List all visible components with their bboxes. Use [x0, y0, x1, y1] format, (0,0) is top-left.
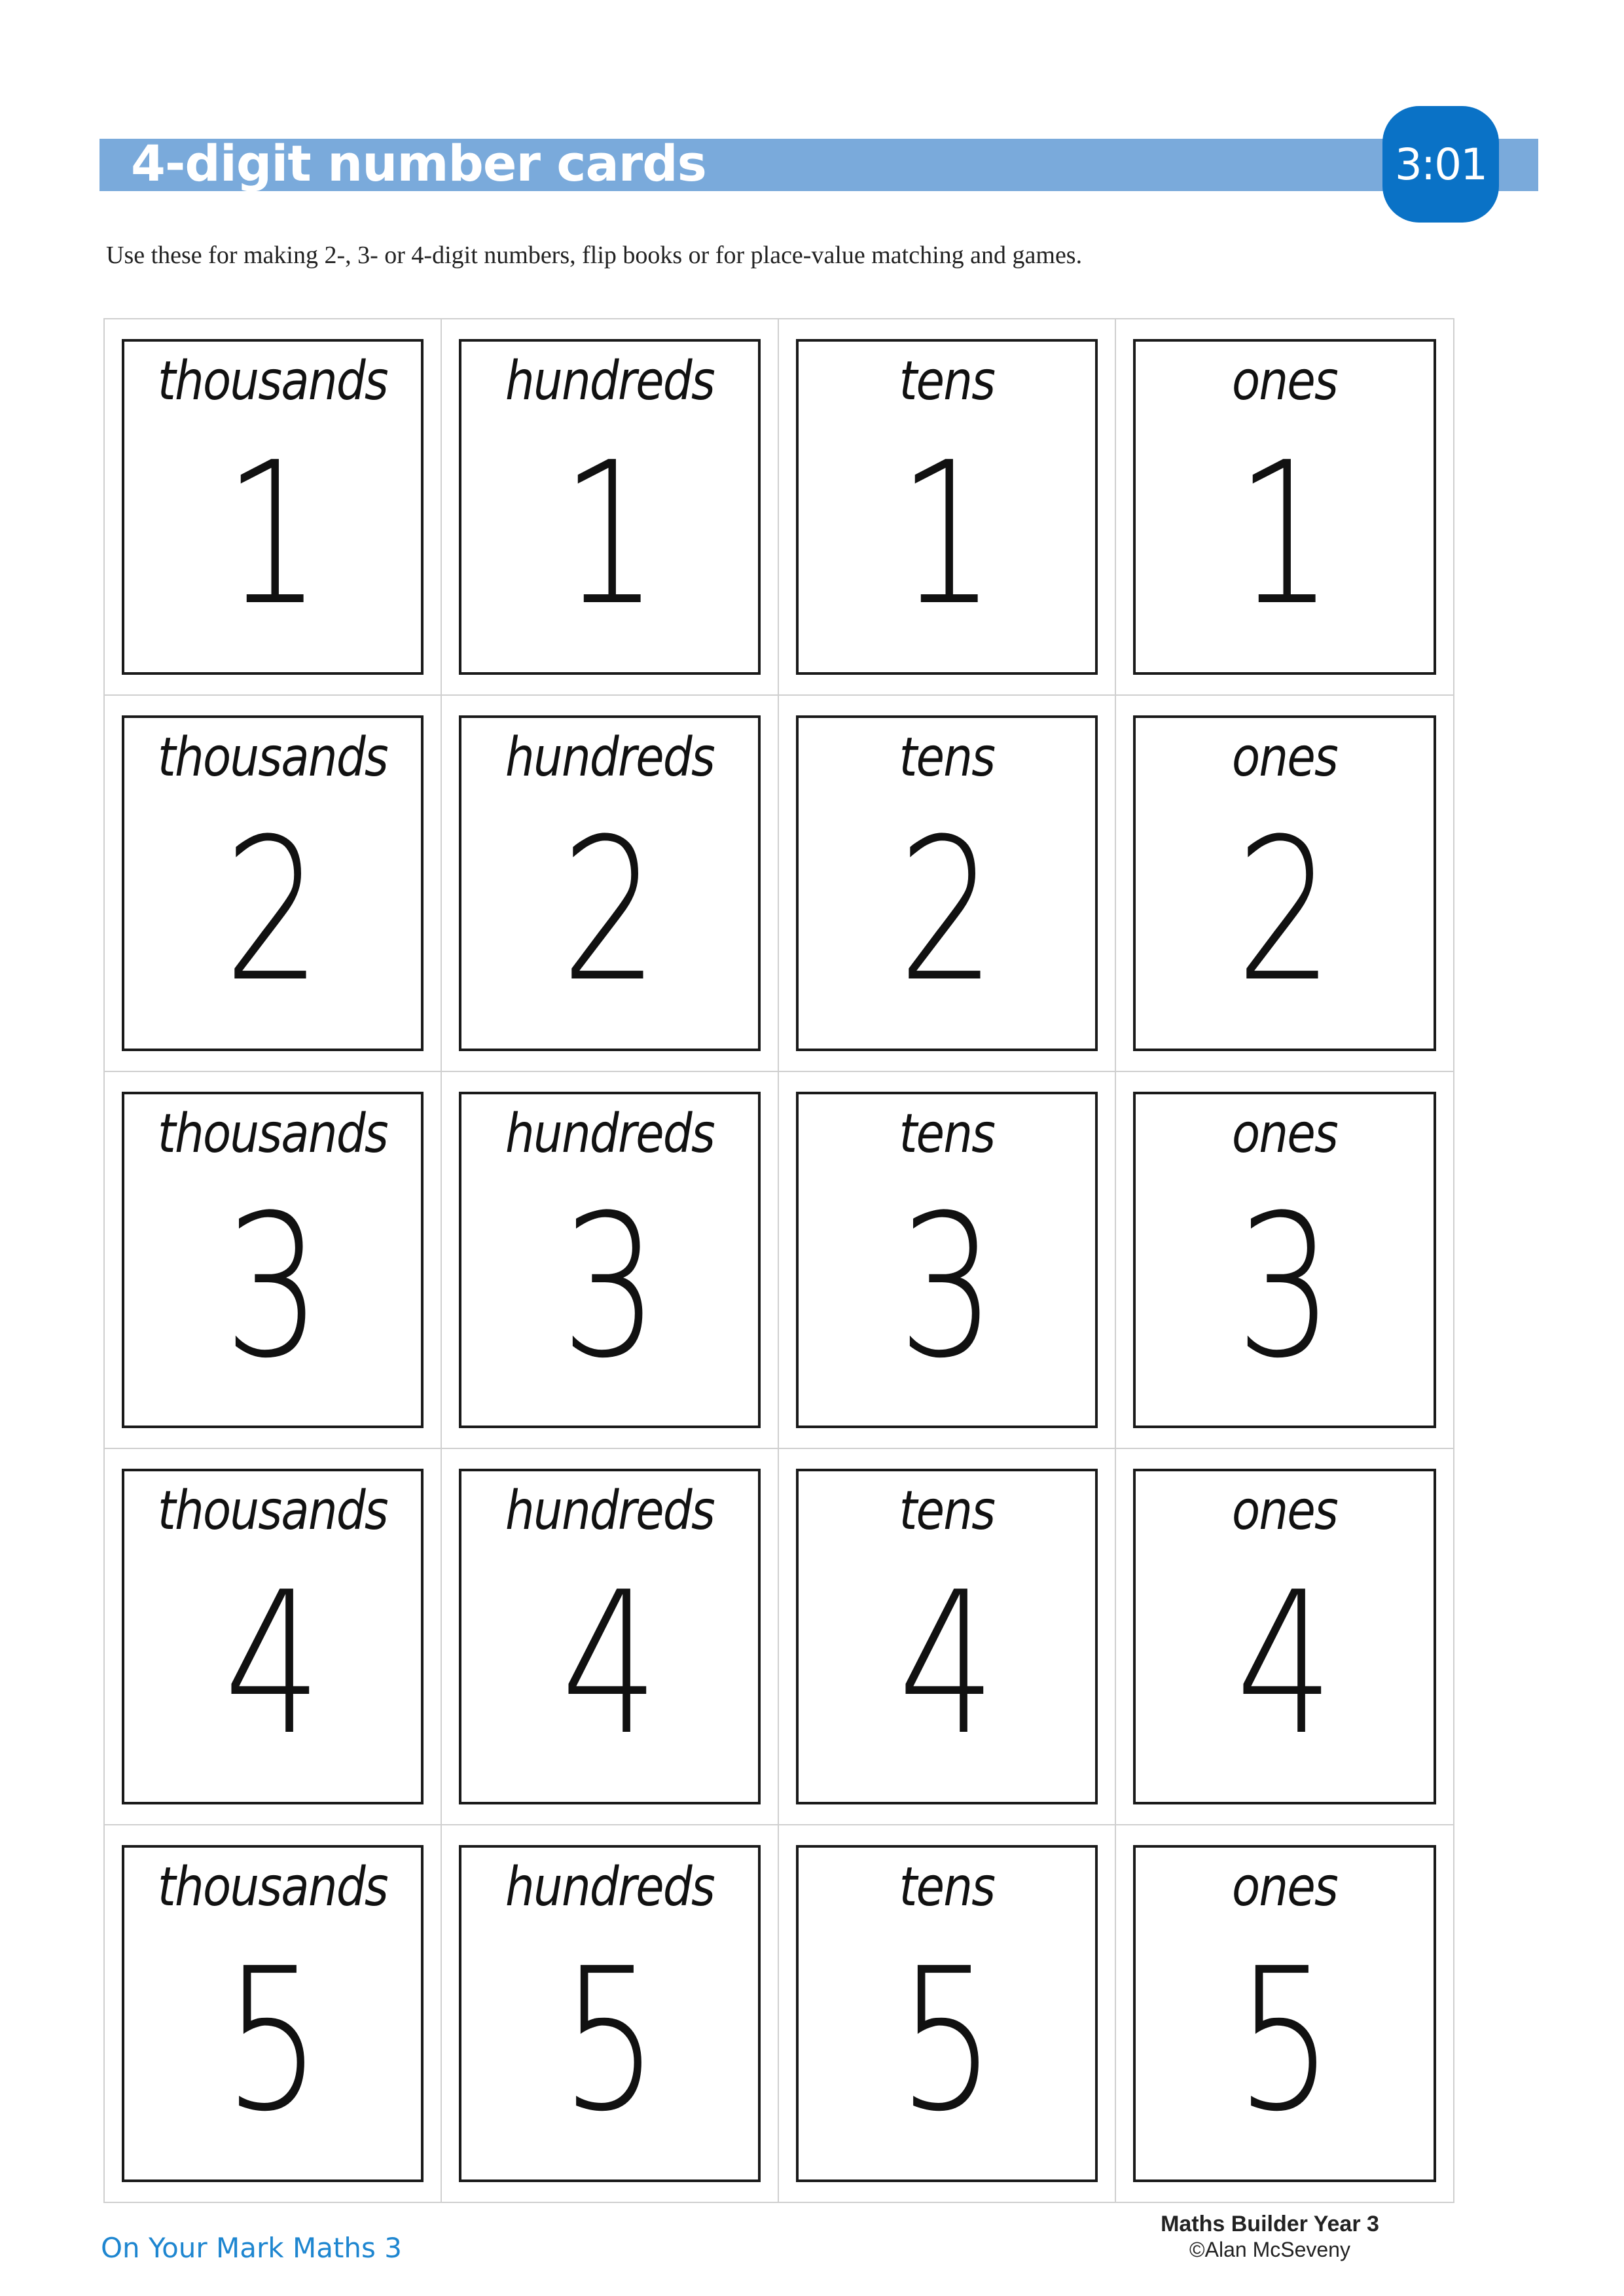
place-value-label: tens: [899, 1103, 995, 1166]
card-cell: [1116, 1825, 1453, 2202]
card-digit: 4: [224, 1549, 321, 1778]
card-cell: [779, 1825, 1116, 2202]
place-value-label: thousands: [158, 1479, 388, 1542]
place-value-label: ones: [1231, 1103, 1338, 1166]
card-digit: 1: [224, 420, 321, 649]
card-digit: 3: [561, 1173, 659, 1402]
copyright-text: ©Alan McSeveny: [1189, 2238, 1350, 2261]
card-digit: 3: [898, 1173, 996, 1402]
card-cell: [105, 1825, 442, 2202]
card-cell: [442, 1825, 779, 2202]
place-value-label: ones: [1231, 726, 1338, 789]
number-card: [1133, 715, 1436, 1051]
card-digit: 2: [1236, 797, 1333, 1026]
page-title: 4-digit number cards: [131, 134, 706, 192]
number-card: [459, 339, 761, 675]
place-value-label: ones: [1231, 350, 1338, 412]
card-cell: [105, 1072, 442, 1448]
number-card: [796, 1092, 1098, 1427]
card-digit: 2: [898, 797, 996, 1026]
card-cell: [779, 696, 1116, 1072]
number-card: [1133, 1469, 1436, 1804]
card-digit: 4: [898, 1549, 996, 1778]
card-cell: [779, 1072, 1116, 1448]
card-cell: [1116, 696, 1453, 1072]
number-card: [796, 339, 1098, 675]
number-card: [122, 1092, 424, 1427]
card-digit: 5: [898, 1926, 996, 2155]
place-value-label: thousands: [158, 726, 388, 789]
card-cell: [442, 1072, 779, 1448]
number-card: [459, 1469, 761, 1804]
number-card: [1133, 1092, 1436, 1427]
card-digit: 3: [1236, 1173, 1333, 1402]
card-grid: [103, 318, 1454, 2203]
card-cell: [442, 696, 779, 1072]
instructions-text: Use these for making 2-, 3- or 4-digit numbers, flip books or for place-value matching and games.: [106, 242, 1083, 269]
number-card: [459, 715, 761, 1051]
card-digit: 1: [898, 420, 996, 649]
card-cell: [105, 1449, 442, 1825]
card-digit: 5: [1236, 1926, 1333, 2155]
place-value-label: tens: [899, 726, 995, 789]
footer-credits: [1113, 2211, 1427, 2262]
place-value-label: hundreds: [505, 1103, 714, 1166]
place-value-label: thousands: [158, 1103, 388, 1166]
card-digit: 5: [224, 1926, 321, 2155]
number-card: [1133, 1845, 1436, 2182]
card-cell: [779, 1449, 1116, 1825]
card-cell: [105, 696, 442, 1072]
place-value-label: ones: [1231, 1856, 1338, 1918]
number-card: [796, 715, 1098, 1051]
place-value-label: tens: [899, 1479, 995, 1542]
place-value-label: tens: [899, 350, 995, 412]
number-card: [459, 1845, 761, 2182]
number-card: [796, 1469, 1098, 1804]
number-card: [1133, 339, 1436, 675]
number-card: [122, 1469, 424, 1804]
number-card: [459, 1092, 761, 1427]
place-value-label: thousands: [158, 1856, 388, 1918]
number-card: [796, 1845, 1098, 2182]
card-digit: 1: [561, 420, 659, 649]
book-title: Maths Builder Year 3: [1161, 2212, 1379, 2236]
series-name: On Your Mark Maths 3: [101, 2232, 402, 2264]
card-digit: 2: [224, 797, 321, 1026]
card-digit: 5: [561, 1926, 659, 2155]
number-card: [122, 339, 424, 675]
place-value-label: hundreds: [505, 1479, 714, 1542]
card-cell: [1116, 1449, 1453, 1825]
card-digit: 4: [561, 1549, 659, 1778]
number-card: [122, 715, 424, 1051]
card-cell: [442, 319, 779, 696]
place-value-label: hundreds: [505, 726, 714, 789]
card-digit: 4: [1236, 1549, 1333, 1778]
number-card: [122, 1845, 424, 2182]
card-cell: [1116, 1072, 1453, 1448]
page-number-badge: 3:01: [1382, 106, 1499, 223]
place-value-label: hundreds: [505, 1856, 714, 1918]
card-cell: [442, 1449, 779, 1825]
place-value-label: tens: [899, 1856, 995, 1918]
card-digit: 1: [1236, 420, 1333, 649]
card-cell: [779, 319, 1116, 696]
card-cell: [105, 319, 442, 696]
card-digit: 2: [561, 797, 659, 1026]
place-value-label: hundreds: [505, 350, 714, 412]
card-digit: 3: [224, 1173, 321, 1402]
place-value-label: thousands: [158, 350, 388, 412]
card-cell: [1116, 319, 1453, 696]
place-value-label: ones: [1231, 1479, 1338, 1542]
